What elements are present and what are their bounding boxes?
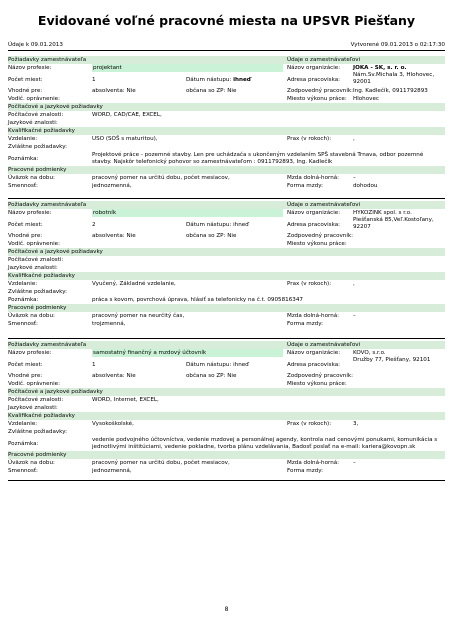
wage-label: Mzda dolná-horná: <box>287 175 340 181</box>
wage-form-label: Forma mzdy: <box>287 321 324 327</box>
note-value: vedenie podvojného účtovníctva, vedenie mzdovej a personálnej agendy, kontrola nad cenovými ponukami, komunikácia s jednotlivými inštitúciami, vedenie pokladne, tvorba plánu vzdelávania, Badosť poslať na e-mail: kariera@kovopn.sk <box>92 436 438 450</box>
suitable-for-value: absolventa: Nie <box>92 88 136 94</box>
education-value: USO (SOŠ s maturitou), <box>92 136 158 142</box>
language-skills-label: Jazykové znalosti: <box>8 405 58 411</box>
ztp-value: občana so ZP: Nie <box>186 373 237 379</box>
wage-label: Mzda dolná-horná: <box>287 313 340 319</box>
special-label: Zvláštne požiadavky: <box>8 429 68 435</box>
address-label: Adresa pracoviska: <box>287 222 341 228</box>
vacancies-value: 2 <box>92 222 96 228</box>
start-date-value: ihneď <box>233 222 249 228</box>
computer-skills-label: Počítačové znalosti: <box>8 397 64 403</box>
section-header <box>8 201 445 209</box>
data-date: Údaje k 09.01.2013 <box>8 42 63 48</box>
suitable-for-label: Vhodné pre: <box>8 88 43 94</box>
computer-skills-label: Počítačové znalosti: <box>8 112 64 118</box>
vacancies-label: Počet miest: <box>8 222 43 228</box>
profession-value: samostatný finančný a mzdový účtovník <box>92 349 283 357</box>
employer-info-heading: Údaje o zamestnávateľovi <box>287 57 361 63</box>
workplace-label: Miesto výkonu práce: <box>287 381 347 387</box>
profession-label: Názov profesie: <box>8 350 52 356</box>
employer-requirements-heading: Požiadavky zamestnávateľa <box>8 342 87 348</box>
start-date-label <box>186 221 249 229</box>
address-value: Nám.Sv.Michala 3, Hlohovec, 92001 <box>353 72 435 85</box>
shifts-label: Smennosť: <box>8 183 38 189</box>
created-timestamp: Vytvorené 09.01.2013 o 02:17:30 <box>350 42 445 48</box>
note-label: Poznámka: <box>8 156 39 162</box>
profession-label: Názov profesie: <box>8 65 52 71</box>
wage-value: – <box>353 175 356 181</box>
job-divider <box>8 198 445 199</box>
language-skills-label: Jazykové znalosti: <box>8 120 58 126</box>
address-label: Adresa pracoviska: <box>287 362 341 368</box>
organization-value: JOKA - SK, s. r. o. <box>353 65 407 71</box>
wage-value: – <box>353 460 356 466</box>
workplace-label: Miesto výkonu práce: <box>287 241 347 247</box>
start-date-caption: Dátum nástupu: <box>186 77 232 83</box>
address-label: Adresa pracoviska: <box>287 77 341 83</box>
start-date-caption: Dátum nástupu: <box>186 222 232 228</box>
employer-requirements-heading: Požiadavky zamestnávateľa <box>8 57 87 63</box>
note-value: práca s kovom, povrchová úprava, hlásiť sa telefonicky na č.t. 0905816347 <box>92 297 303 303</box>
contract-value: pracovný pomer na určitú dobu, počet mesiacov, <box>92 175 230 181</box>
experience-label: Prax (v rokoch): <box>287 421 332 427</box>
employer-info-heading: Údaje o zamestnávateľovi <box>287 202 361 208</box>
license-label: Vodič. oprávnenie: <box>8 96 60 102</box>
qualification-heading: Kvalifikačné požiadavky <box>8 413 75 419</box>
shifts-value: jednozmenná, <box>92 183 132 189</box>
organization-label: Názov organizácie: <box>287 350 341 356</box>
computer-lang-heading: Počítačové a jazykové požiadavky <box>8 389 103 395</box>
profession-value: robotník <box>92 209 283 217</box>
license-label: Vodič. oprávnenie: <box>8 241 60 247</box>
header-divider <box>8 50 445 51</box>
shifts-label: Smennosť: <box>8 321 38 327</box>
page-title: Evidované voľné pracovné miesta na UPSVR Piešťany <box>37 13 416 28</box>
contract-label: Úväzok na dobu: <box>8 313 55 319</box>
computer-skills-value: WORD, Internet, EXCEL, <box>92 397 159 403</box>
organization-value: HYKOZINK spol. s r.o. <box>353 210 412 216</box>
workplace-label: Miesto výkonu práce: <box>287 96 347 102</box>
start-date-label <box>186 361 249 369</box>
special-label: Zvláštne požiadavky: <box>8 144 68 150</box>
computer-lang-heading: Počítačové a jazykové požiadavky <box>8 104 103 110</box>
employer-info-heading: Údaje o zamestnávateľovi <box>287 342 361 348</box>
computer-skills-value: WORD, CAD/CAE, EXCEL, <box>92 112 162 118</box>
computer-skills-label: Počítačové znalosti: <box>8 257 64 263</box>
contract-value: pracovný pomer na určitú dobu, počet mesiacov, <box>92 460 230 466</box>
responsible-label: Zodpovedný pracovník: <box>287 373 354 379</box>
address-value: Piešťanská 85,Veľ.Kostoľany, 92207 <box>353 217 434 230</box>
organization-label: Názov organizácie: <box>287 65 341 71</box>
workplace-value: Hlohovec <box>353 96 379 102</box>
education-label: Vzdelanie: <box>8 136 38 142</box>
education-value: Vyučený, Základné vzdelanie, <box>92 281 176 287</box>
wage-value: – <box>353 313 356 319</box>
suitable-for-label: Vhodné pre: <box>8 373 43 379</box>
ztp-value: občana so ZP: Nie <box>186 233 237 239</box>
employer-requirements-heading: Požiadavky zamestnávateľa <box>8 202 87 208</box>
section-header <box>8 56 445 64</box>
organization-value: KOVO, s.r.o. <box>353 350 386 356</box>
job-listing <box>8 341 445 475</box>
section-header <box>8 341 445 349</box>
experience-value: 3, <box>353 421 359 427</box>
language-skills-label: Jazykové znalosti: <box>8 265 58 271</box>
start-date-value: ihneď <box>233 77 251 83</box>
job-divider <box>8 338 445 339</box>
note-label: Poznámka: <box>8 441 39 447</box>
experience-label: Prax (v rokoch): <box>287 281 332 287</box>
qualification-heading: Kvalifikačné požiadavky <box>8 128 75 134</box>
suitable-for-value: absolventa: Nie <box>92 233 136 239</box>
conditions-heading: Pracovné podmienky <box>8 167 67 173</box>
conditions-heading: Pracovné podmienky <box>8 305 67 311</box>
suitable-for-value: absolventa: Nie <box>92 373 136 379</box>
page-number: 8 <box>224 606 229 613</box>
education-label: Vzdelanie: <box>8 421 38 427</box>
profession-label: Názov profesie: <box>8 210 52 216</box>
vacancies-value: 1 <box>92 77 96 83</box>
qualification-heading: Kvalifikačné požiadavky <box>8 273 75 279</box>
contract-value: pracovný pomer na neurčitý čas, <box>92 313 185 319</box>
experience-value: , <box>353 136 355 142</box>
responsible-label: Zodpovedný pracovník: <box>287 233 354 239</box>
wage-label: Mzda dolná-horná: <box>287 460 340 466</box>
computer-lang-heading: Počítačové a jazykové požiadavky <box>8 249 103 255</box>
organization-label: Názov organizácie: <box>287 210 341 216</box>
vacancies-value: 1 <box>92 362 96 368</box>
contract-label: Úväzok na dobu: <box>8 175 55 181</box>
experience-label: Prax (v rokoch): <box>287 136 332 142</box>
ztp-value: občana so ZP: Nie <box>186 88 237 94</box>
education-label: Vzdelanie: <box>8 281 38 287</box>
shifts-value: trojzmenná, <box>92 321 126 327</box>
note-label: Poznámka: <box>8 297 39 303</box>
shifts-value: jednozmenná, <box>92 468 132 474</box>
conditions-heading: Pracovné podmienky <box>8 452 67 458</box>
job-listing <box>8 201 445 328</box>
address-value: Družby 77, Piešťany, 92101 <box>353 357 431 363</box>
contract-label: Úväzok na dobu: <box>8 460 55 466</box>
shifts-label: Smennosť: <box>8 468 38 474</box>
responsible-value: Ing. Kadlečík, 0911792893 <box>353 88 428 94</box>
profession-value: projektant <box>92 64 283 72</box>
license-label: Vodič. oprávnenie: <box>8 381 60 387</box>
responsible-label: Zodpovedný pracovník: <box>287 88 354 94</box>
wage-form-label: Forma mzdy: <box>287 468 324 474</box>
start-date-label <box>186 76 251 84</box>
start-date-caption: Dátum nástupu: <box>186 362 232 368</box>
vacancies-label: Počet miest: <box>8 77 43 83</box>
start-date-value: ihneď <box>233 362 249 368</box>
note-value: Projektové práce - pozemné stavby. Len pre uchádzača s ukončeným vzdelaním SPŠ stavebná Trnava, odbor pozemné stavby. Najskôr telefonický pohovor so zamestnávateľom : 0911792893, Ing. Kadlečík <box>92 151 424 165</box>
special-label: Zvláštne požiadavky: <box>8 289 68 295</box>
experience-value: , <box>353 281 355 287</box>
suitable-for-label: Vhodné pre: <box>8 233 43 239</box>
wage-form-label: Forma mzdy: <box>287 183 324 189</box>
vacancies-label: Počet miest: <box>8 362 43 368</box>
job-listing <box>8 56 445 190</box>
wage-form-value: dohodou <box>353 183 378 189</box>
education-value: Vysokoškolské, <box>92 421 134 427</box>
job-divider <box>8 480 445 481</box>
